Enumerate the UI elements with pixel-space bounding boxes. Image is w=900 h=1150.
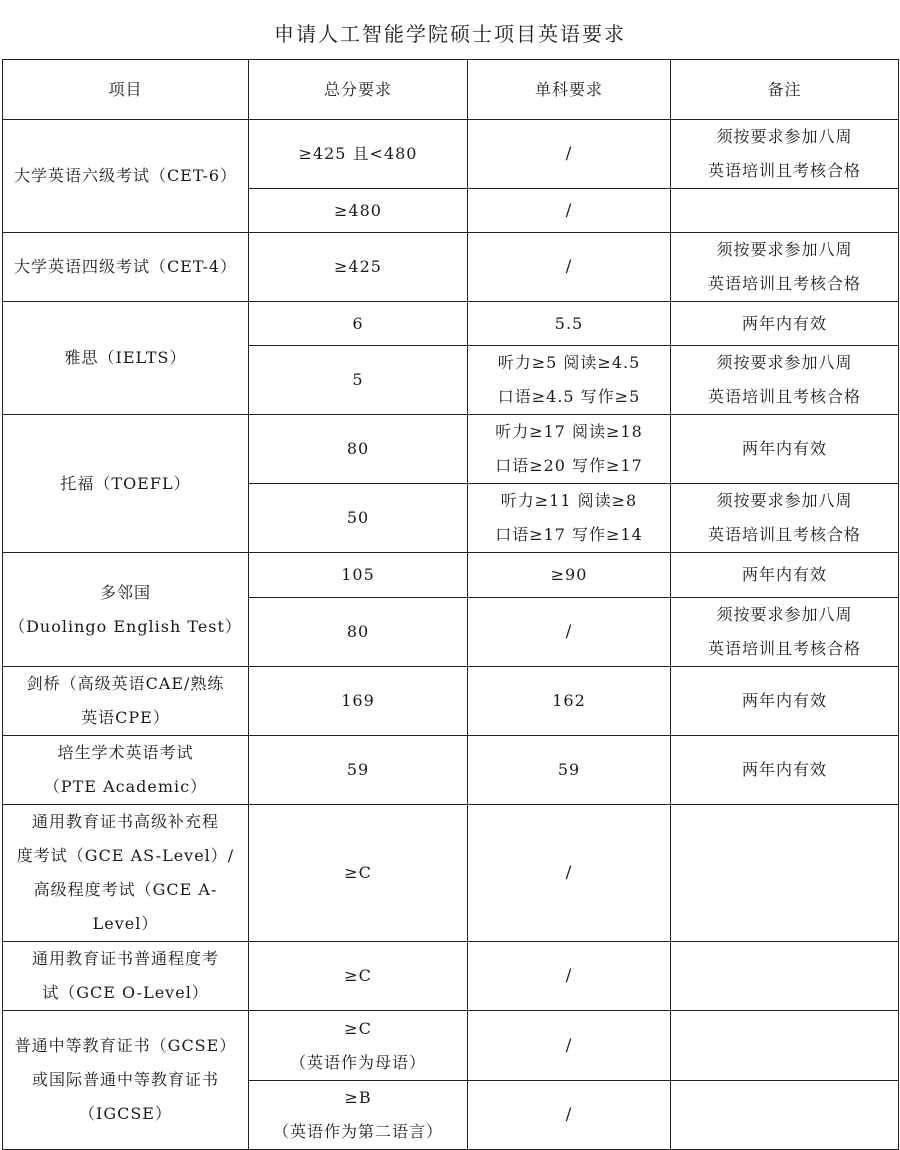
table-row [3, 942, 899, 1011]
cet6-total-1: ≥425 且<480 [249, 120, 468, 189]
ielts-single-2 [468, 346, 671, 415]
table-row [3, 120, 899, 189]
toefl-single-2 [468, 484, 671, 553]
table-row [3, 1011, 899, 1081]
cambridge-single: 162 [468, 667, 671, 736]
gce-a-name [3, 805, 249, 942]
gce-a-single: / [468, 805, 671, 942]
pte-total: 59 [249, 736, 468, 805]
gce-a-note [671, 805, 899, 942]
gcse-note-1 [671, 1011, 899, 1081]
gce-a-total: ≥C [249, 805, 468, 942]
name-line: （IGCSE） [79, 1104, 172, 1123]
name-line: 或国际普通中等教育证书 [31, 1070, 219, 1089]
toefl-total-1: 80 [249, 415, 468, 484]
note-line: 英语培训且考核合格 [707, 274, 861, 293]
english-requirements-table [2, 59, 899, 1150]
name-line: 剑桥（高级英语CAE/熟练 [26, 674, 225, 693]
total-line: ≥C [344, 1018, 372, 1038]
single-line: 口语≥20 写作≥17 [495, 456, 643, 475]
ielts-note-1: 两年内有效 [671, 302, 899, 346]
pte-name [3, 736, 249, 805]
cet6-single-1: / [468, 120, 671, 189]
duolingo-name [3, 553, 249, 667]
toefl-note-2 [671, 484, 899, 553]
header-single: 单科要求 [468, 60, 671, 120]
duolingo-single-2: / [468, 598, 671, 667]
name-line: Level） [92, 914, 159, 933]
note-line: 须按要求参加八周 [716, 353, 853, 372]
gcse-total-2 [249, 1081, 468, 1150]
note-line: 英语培训且考核合格 [707, 387, 861, 406]
single-line: 听力≥5 阅读≥4.5 [497, 353, 641, 372]
toefl-total-2: 50 [249, 484, 468, 553]
table-row [3, 553, 899, 598]
pte-note: 两年内有效 [671, 736, 899, 805]
pte-single: 59 [468, 736, 671, 805]
note-line: 须按要求参加八周 [716, 127, 853, 146]
ielts-single-1: 5.5 [468, 302, 671, 346]
note-line: 须按要求参加八周 [716, 491, 853, 510]
duolingo-single-1: ≥90 [468, 553, 671, 598]
cet6-note-2 [671, 189, 899, 233]
gce-o-single: / [468, 942, 671, 1011]
name-line: 试（GCE O-Level） [42, 983, 209, 1002]
ielts-total-1: 6 [249, 302, 468, 346]
gce-o-note [671, 942, 899, 1011]
header-total: 总分要求 [249, 60, 468, 120]
toefl-note-1: 两年内有效 [671, 415, 899, 484]
note-line: 英语培训且考核合格 [707, 525, 861, 544]
page-title: 申请人工智能学院硕士项目英语要求 [274, 22, 626, 46]
name-line: 通用教育证书普通程度考 [31, 949, 219, 968]
duolingo-total-2: 80 [249, 598, 468, 667]
cet4-name: 大学英语四级考试（CET-4） [3, 233, 249, 302]
table-row [3, 415, 899, 484]
note-line: 须按要求参加八周 [716, 240, 853, 259]
cambridge-name [3, 667, 249, 736]
cet6-total-2: ≥480 [249, 189, 468, 233]
cet4-note [671, 233, 899, 302]
single-line: 听力≥17 阅读≥18 [495, 422, 643, 441]
name-line: 通用教育证书高级补充程 [31, 812, 219, 831]
cet6-note-1 [671, 120, 899, 189]
cet6-name: 大学英语六级考试（CET-6） [3, 120, 249, 233]
ielts-name: 雅思（IELTS） [3, 302, 249, 415]
toefl-name: 托福（TOEFL） [3, 415, 249, 553]
total-line: ≥B [344, 1088, 372, 1107]
header-note: 备注 [671, 60, 899, 120]
note-line: 英语培训且考核合格 [707, 639, 861, 658]
single-line: 口语≥4.5 写作≥5 [497, 387, 641, 406]
cet4-total: ≥425 [249, 233, 468, 302]
duolingo-total-1: 105 [249, 553, 468, 598]
name-line: （PTE Academic） [43, 777, 208, 796]
cet4-single: / [468, 233, 671, 302]
gcse-single-2: / [468, 1081, 671, 1150]
gcse-single-1: / [468, 1011, 671, 1081]
single-line: 听力≥11 阅读≥8 [500, 491, 638, 510]
toefl-single-1 [468, 415, 671, 484]
name-line: 培生学术英语考试 [57, 743, 194, 762]
name-line: （Duolingo English Test） [9, 616, 242, 636]
name-line: 普通中等教育证书（GCSE） [14, 1036, 237, 1055]
table-row [3, 233, 899, 302]
total-line: （英语作为第二语言） [272, 1122, 443, 1141]
table-row [3, 667, 899, 736]
table-header-row [3, 60, 899, 120]
gcse-total-1 [249, 1011, 468, 1081]
single-line: 口语≥17 写作≥14 [495, 525, 643, 544]
duolingo-note-2 [671, 598, 899, 667]
note-line: 英语培训且考核合格 [707, 161, 861, 180]
header-item: 项目 [3, 60, 249, 120]
table-row [3, 302, 899, 346]
cambridge-total: 169 [249, 667, 468, 736]
duolingo-note-1: 两年内有效 [671, 553, 899, 598]
name-line: 高级程度考试（GCE A- [33, 880, 218, 899]
gce-o-total: ≥C [249, 942, 468, 1011]
cet6-single-2: / [468, 189, 671, 233]
name-line: 多邻国 [99, 582, 151, 602]
gcse-name [3, 1011, 249, 1150]
note-line: 须按要求参加八周 [716, 605, 853, 624]
table-row [3, 736, 899, 805]
ielts-total-2: 5 [249, 346, 468, 415]
table-row [3, 805, 899, 942]
gce-o-name [3, 942, 249, 1011]
name-line: 度考试（GCE AS-Level）/ [16, 846, 235, 865]
total-line: （英语作为母语） [289, 1052, 426, 1072]
cambridge-note: 两年内有效 [671, 667, 899, 736]
ielts-note-2 [671, 346, 899, 415]
gcse-note-2 [671, 1081, 899, 1150]
name-line: 英语CPE） [81, 708, 170, 727]
